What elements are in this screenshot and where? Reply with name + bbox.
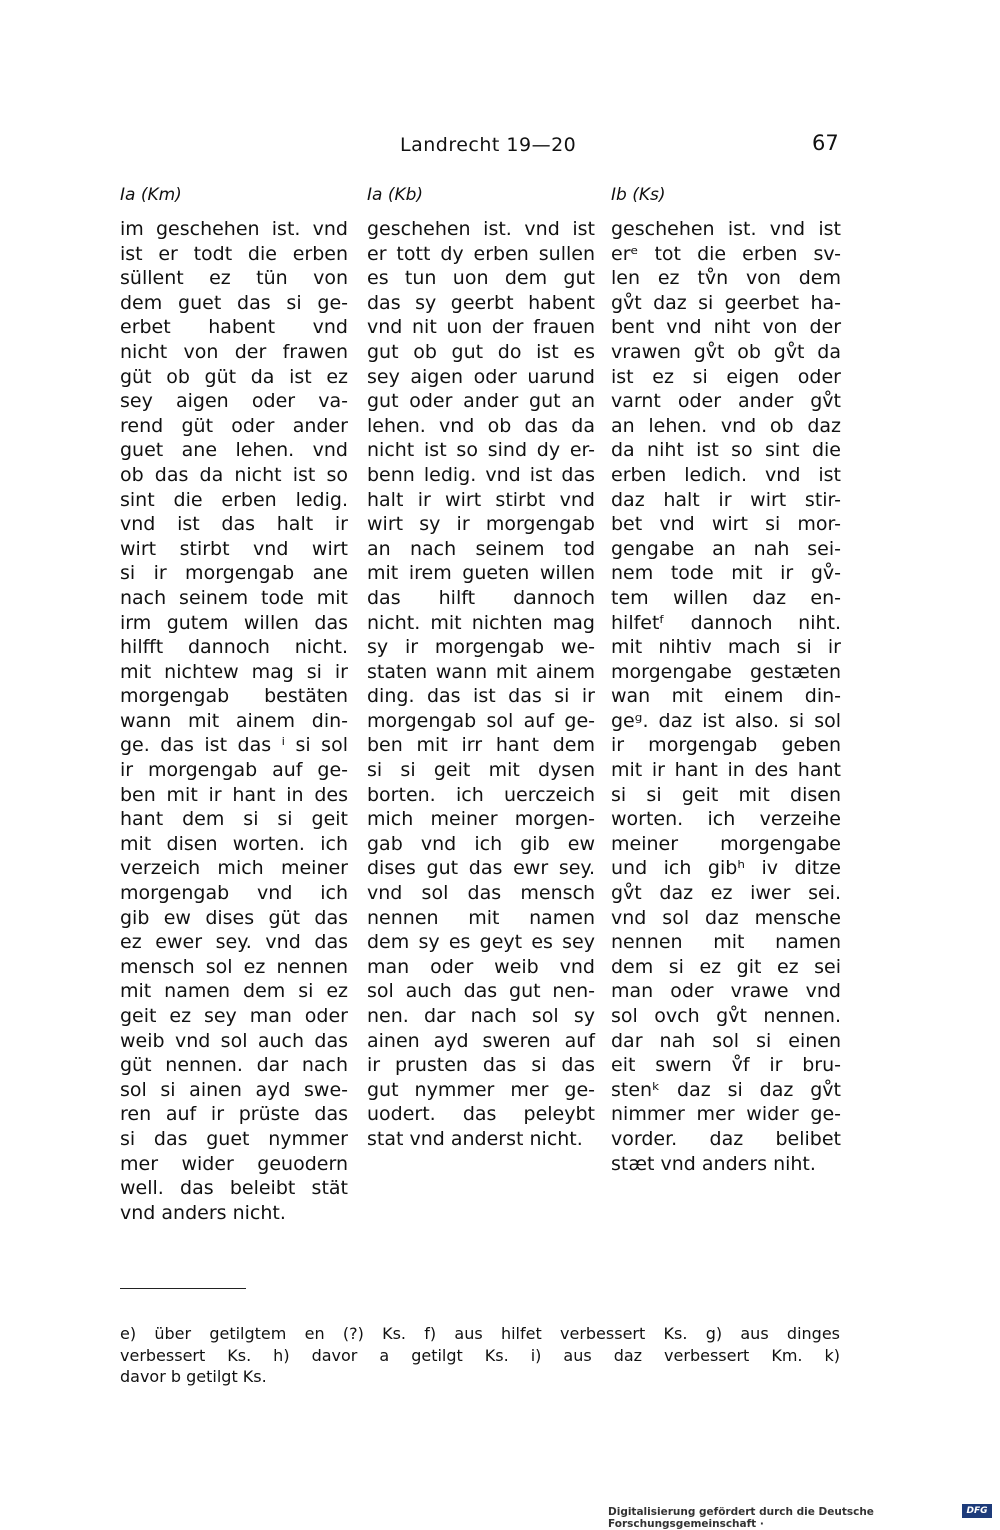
- text-line: dem guet das si ge-: [120, 291, 348, 314]
- text-line: nennen mit namen: [367, 906, 595, 929]
- text-line: ist ez si eigen oder: [611, 365, 841, 388]
- text-line: wirt stirbt vnd wirt: [120, 537, 348, 560]
- text-line: sint die erben ledig.: [120, 488, 348, 511]
- text-line: halt ir wirt stirbt vnd: [367, 488, 595, 511]
- text-line: nimmer mer wider ge-: [611, 1103, 841, 1126]
- text-line: vorder. daz belibet: [611, 1127, 841, 1150]
- text-line: güt ob güt da ist ez: [120, 365, 348, 388]
- text-line: ist er todt die erben: [120, 242, 348, 265]
- text-line: das hilft dannoch: [367, 586, 595, 609]
- text-line: ir morgengab geben: [611, 734, 841, 757]
- text-line: hilfetᶠ dannoch niht.: [611, 611, 841, 634]
- text-line: wirt sy ir morgengab: [367, 513, 595, 536]
- text-line: sol auch das gut nen-: [367, 980, 595, 1003]
- text-line: er tott dy erben sullen: [367, 242, 595, 265]
- text-line: uodert. das peleybt: [367, 1103, 595, 1126]
- text-line: ben mit ir hant in des: [120, 783, 348, 806]
- text-line: sey aigen oder uarund: [367, 365, 595, 388]
- text-line: mit ir hant in des hant: [611, 759, 841, 782]
- text-line: nicht von der frawen: [120, 340, 348, 363]
- text-line: mich meiner morgen-: [367, 808, 595, 831]
- text-line: wan mit einem din-: [611, 685, 841, 708]
- text-line: mer wider geuodern: [120, 1152, 348, 1175]
- text-line: sey aigen oder va-: [120, 390, 348, 413]
- text-line: morgengab bestäten: [120, 685, 348, 708]
- text-line: staten wann mit ainem: [367, 660, 595, 683]
- text-line: si si geit mit dysen: [367, 759, 595, 782]
- text-line: und ich gibʰ iv ditze: [611, 857, 841, 880]
- text-column-km: [120, 183, 348, 1225]
- column-heading: Ib (Ks): [611, 185, 666, 205]
- text-line: gut oder ander gut an: [367, 390, 595, 413]
- text-line: geschehen ist. vnd ist: [367, 218, 595, 240]
- text-line: es tun uon dem gut: [367, 267, 595, 290]
- text-line: borten. ich uerczeich: [367, 783, 595, 806]
- page-number: 67: [812, 131, 839, 155]
- text-line: mit nihtiv mach si ir: [611, 636, 841, 659]
- text-line: nen. dar nach sol sy: [367, 1005, 595, 1027]
- text-line: vnd anders nicht.: [120, 1201, 286, 1224]
- footnotes: [120, 1323, 840, 1388]
- text-line: meiner morgengabe: [611, 832, 841, 855]
- footnote-line: verbessert Ks. h) davor a getilgt Ks. i) aus daz verbessert Km. k): [120, 1345, 840, 1365]
- text-line: nicht. mit nichten mag: [367, 611, 595, 634]
- text-line: gengabe an nah sei-: [611, 537, 841, 560]
- text-line: si si geit mit disen: [611, 783, 841, 806]
- text-line: hant dem si si geit: [120, 808, 348, 831]
- text-line: nach seinem tode mit: [120, 586, 348, 609]
- text-line: wann mit ainem din-: [120, 709, 348, 732]
- text-line: stat vnd anderst nicht.: [367, 1127, 583, 1150]
- page-header-title: Landrecht 19—20: [400, 134, 577, 156]
- text-line: varnt oder ander gv̊t: [611, 390, 841, 413]
- text-line: dem sy es geyt es sey: [367, 931, 595, 954]
- text-line: stæt vnd anders niht.: [611, 1152, 816, 1175]
- text-line: ben mit irr hant dem: [367, 734, 595, 757]
- text-line: morgengabe gestæten: [611, 660, 841, 683]
- text-line: nicht ist so sind dy er-: [367, 439, 595, 462]
- text-line: dar nah sol si einen: [611, 1029, 841, 1052]
- text-line: vnd nit uon der frauen: [367, 316, 595, 339]
- text-line: mit namen dem si ez: [120, 980, 348, 1003]
- column-heading: Ia (Kb): [367, 185, 424, 205]
- text-line: ren auf ir prüste das: [120, 1103, 348, 1126]
- text-line: man oder vrawe vnd: [611, 980, 841, 1003]
- text-line: weib vnd sol auch das: [120, 1029, 348, 1052]
- text-line: morgengab vnd ich: [120, 882, 348, 905]
- text-line: si ir morgengab ane: [120, 562, 348, 585]
- text-line: sol ovch gv̊t nennen.: [611, 1005, 841, 1027]
- text-line: nem tode mit ir gv̊-: [611, 562, 841, 585]
- text-line: hilfft dannoch nicht.: [120, 636, 348, 659]
- text-line: guet ane lehen. vnd: [120, 439, 348, 462]
- text-line: gib ew dises güt das: [120, 906, 348, 929]
- text-line: erben ledich. vnd ist: [611, 463, 841, 486]
- text-line: man oder weib vnd: [367, 955, 595, 978]
- text-line: mit disen worten. ich: [120, 832, 348, 855]
- text-line: sy ir morgengab we-: [367, 636, 595, 659]
- text-line: süllent ez tün von: [120, 267, 348, 290]
- text-line: erᵉ tot die erben sv-: [611, 242, 841, 265]
- text-column-ks: [611, 183, 841, 1176]
- text-line: si das guet nymmer: [120, 1127, 348, 1150]
- text-line: da niht ist so sint die: [611, 439, 841, 462]
- text-line: mit irem gueten willen: [367, 562, 595, 585]
- text-column-kb: [367, 183, 595, 1152]
- text-line: geschehen ist. vnd ist: [611, 218, 841, 240]
- text-line: dises gut das ewr sey.: [367, 857, 595, 880]
- text-line: bent vnd niht von der: [611, 316, 841, 339]
- text-line: gv̊t daz si geerbet ha-: [611, 291, 841, 314]
- text-line: ir morgengab auf ge-: [120, 759, 348, 782]
- text-line: geit ez sey man oder: [120, 1005, 348, 1027]
- text-line: nennen mit namen: [611, 931, 841, 954]
- text-line: güt nennen. dar nach: [120, 1054, 348, 1077]
- text-line: gut ob gut do ist es: [367, 340, 595, 363]
- text-line: an lehen. vnd ob daz: [611, 414, 841, 437]
- column-heading: Ia (Km): [120, 185, 182, 205]
- text-line: well. das beleibt stät: [120, 1177, 348, 1200]
- text-line: gab vnd ich gib ew: [367, 832, 595, 855]
- footnote-rule: [120, 1288, 246, 1289]
- text-line: irm gutem willen das: [120, 611, 348, 634]
- text-line: verzeich mich meiner: [120, 857, 348, 880]
- text-line: erbet habent vnd: [120, 316, 348, 339]
- text-line: mit nichtew mag si ir: [120, 660, 348, 683]
- text-line: das sy geerbt habent: [367, 291, 595, 314]
- text-line: ainen ayd sweren auf: [367, 1029, 595, 1052]
- text-line: vrawen gv̊t ob gv̊t da: [611, 340, 841, 363]
- text-line: ez ewer sey. vnd das: [120, 931, 348, 954]
- text-line: vnd sol das mensch: [367, 882, 595, 905]
- text-line: benn ledig. vnd ist das: [367, 463, 595, 486]
- text-line: ob das da nicht ist so: [120, 463, 348, 486]
- text-line: mensch sol ez nennen: [120, 955, 348, 978]
- text-line: ir prusten das si das: [367, 1054, 595, 1077]
- text-line: gv̊t daz ez iwer sei.: [611, 882, 841, 905]
- text-line: rend güt oder ander: [120, 414, 348, 437]
- text-line: gut nymmer mer ge-: [367, 1078, 595, 1101]
- text-line: eit swern v̊f ir bru-: [611, 1054, 841, 1077]
- digitization-credit: Digitalisierung gefördert durch die Deutsche Forschungsgemeinschaft ·: [608, 1506, 874, 1530]
- text-line: len ez tv̊n von dem: [611, 267, 841, 290]
- text-line: tem willen daz en-: [611, 586, 841, 609]
- text-line: ding. das ist das si ir: [367, 685, 595, 708]
- text-line: lehen. vnd ob das da: [367, 414, 595, 437]
- text-line: morgengab sol auf ge-: [367, 709, 595, 732]
- text-line: stenᵏ daz si daz gv̊t: [611, 1078, 841, 1101]
- text-line: bet vnd wirt si mor-: [611, 513, 841, 536]
- text-line: sol si ainen ayd swe-: [120, 1078, 348, 1101]
- text-line: an nach seinem tod: [367, 537, 595, 560]
- text-line: ge. das ist das ⁱ si sol: [120, 734, 348, 757]
- text-line: vnd sol daz mensche: [611, 906, 841, 929]
- footnote-line: davor b getilgt Ks.: [120, 1367, 267, 1386]
- dfg-logo: DFG: [962, 1504, 992, 1518]
- text-line: vnd ist das halt ir: [120, 513, 348, 536]
- text-line: dem si ez git ez sei: [611, 955, 841, 978]
- text-line: worten. ich verzeihe: [611, 808, 841, 831]
- text-line: geᵍ. daz ist also. si sol: [611, 709, 841, 732]
- text-line: im geschehen ist. vnd: [120, 218, 348, 240]
- text-line: daz halt ir wirt stir-: [611, 488, 841, 511]
- footnote-line: e) über getilgtem en (?) Ks. f) aus hilfet verbessert Ks. g) aus dinges: [120, 1324, 840, 1343]
